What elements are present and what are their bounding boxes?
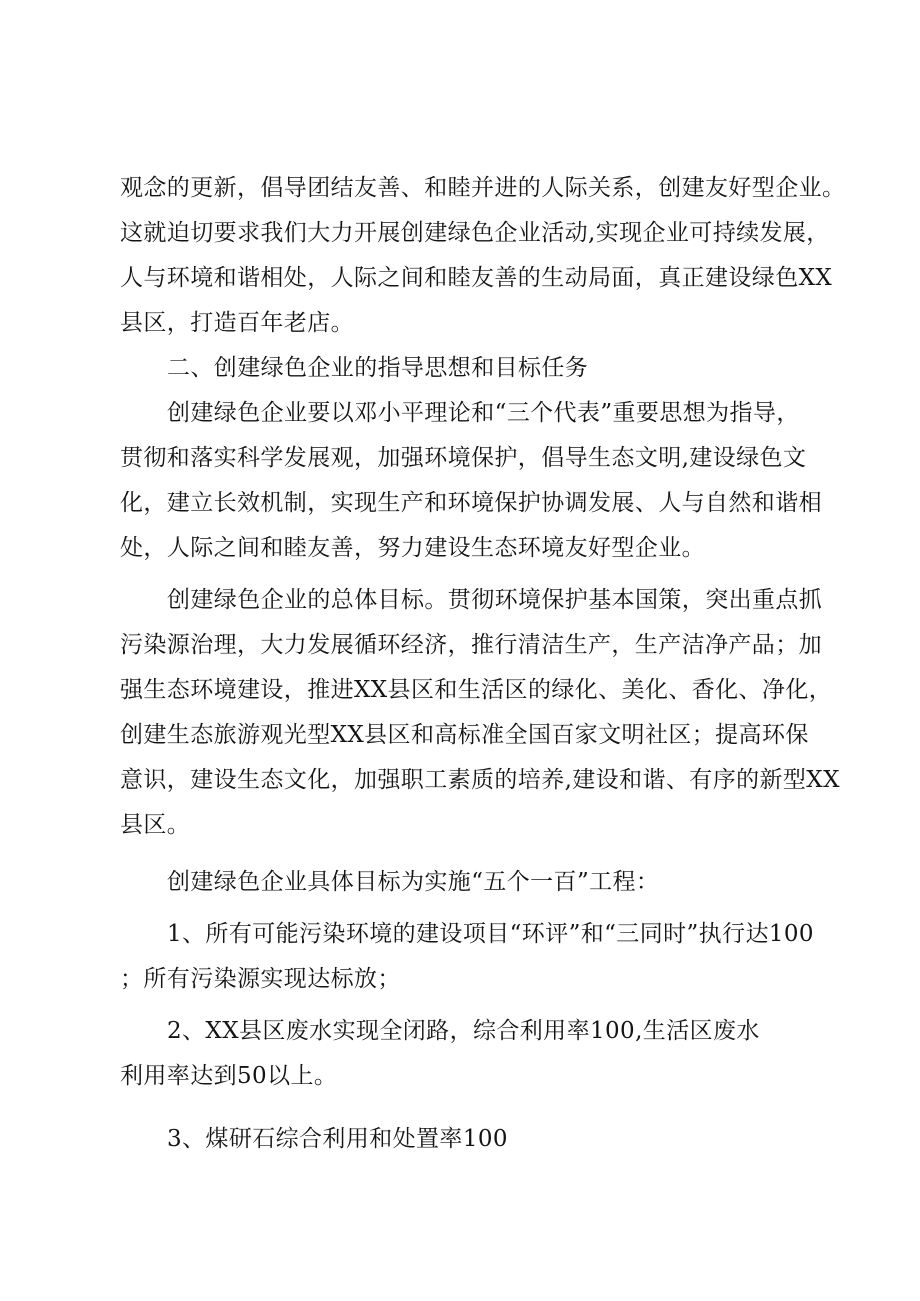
- text-line: 1、所有可能污染环境的建设项目“环评”和“三同时”执行达100: [167, 921, 814, 947]
- text-line: 强生态环境建设，推进XX县区和生活区的绿化、美化、香化、净化，: [120, 677, 833, 703]
- text-line: 利用率达到50以上。: [120, 1063, 338, 1089]
- paragraph-overall-goal: [120, 578, 840, 848]
- text-line: 创建绿色企业的总体目标。贯彻环境保护基本国策，突出重点抓: [167, 587, 823, 613]
- text-line: 化，建立长效机制，实现生产和环境保护协调发展、人与自然和谐相: [120, 490, 822, 516]
- paragraph-specific-goals: 创建绿色企业具体目标为实施“五个一百”工程：: [167, 869, 660, 895]
- text-line: 人与环境和谐相处，人际之间和睦友善的生动局面，真正建设绿色XX: [120, 265, 833, 291]
- paragraph-continuation: [120, 166, 846, 346]
- text-line: 创建绿色企业要以邓小平理论和“三个代表”重要思想为指导，: [167, 400, 800, 426]
- text-line: ；所有污染源实现达标放；: [120, 966, 401, 992]
- list-item-2: [120, 1009, 840, 1099]
- text-line: 2、XX县区废水实现全闭路，综合利用率100,生活区废水: [167, 1018, 760, 1044]
- text-line: 污染源治理，大力发展循环经济，推行清洁生产，生产洁净产品；加: [120, 632, 822, 658]
- document-body: [120, 166, 846, 1162]
- text-line: 意识，建设生态文化，加强职工素质的培养,建设和谐、有序的新型XX: [120, 767, 840, 793]
- text-line: 这就迫切要求我们大力开展创建绿色企业活动,实现企业可持续发展，: [120, 220, 830, 246]
- paragraph-guiding-ideology: [120, 391, 840, 571]
- section-heading: 二、创建绿色企业的指导思想和目标任务: [167, 355, 589, 381]
- text-line: 贯彻和落实科学发展观，加强环境保护，倡导生态文明,建设绿色文: [120, 445, 807, 471]
- text-line: 处，人际之间和睦友善，努力建设生态环境友好型企业。: [120, 535, 705, 561]
- list-item-1: [120, 912, 840, 1002]
- text-line: 县区。: [120, 812, 191, 838]
- text-line: 观念的更新，倡导团结友善、和睦并进的人际关系，创建友好型企业。: [120, 175, 846, 201]
- text-line: 县区，打造百年老店。: [120, 310, 354, 336]
- text-line: 创建生态旅游观光型XX县区和高标准全国百家文明社区；提高环保: [120, 722, 809, 748]
- list-item-3: 3、煤研石综合利用和处置率100: [167, 1126, 508, 1152]
